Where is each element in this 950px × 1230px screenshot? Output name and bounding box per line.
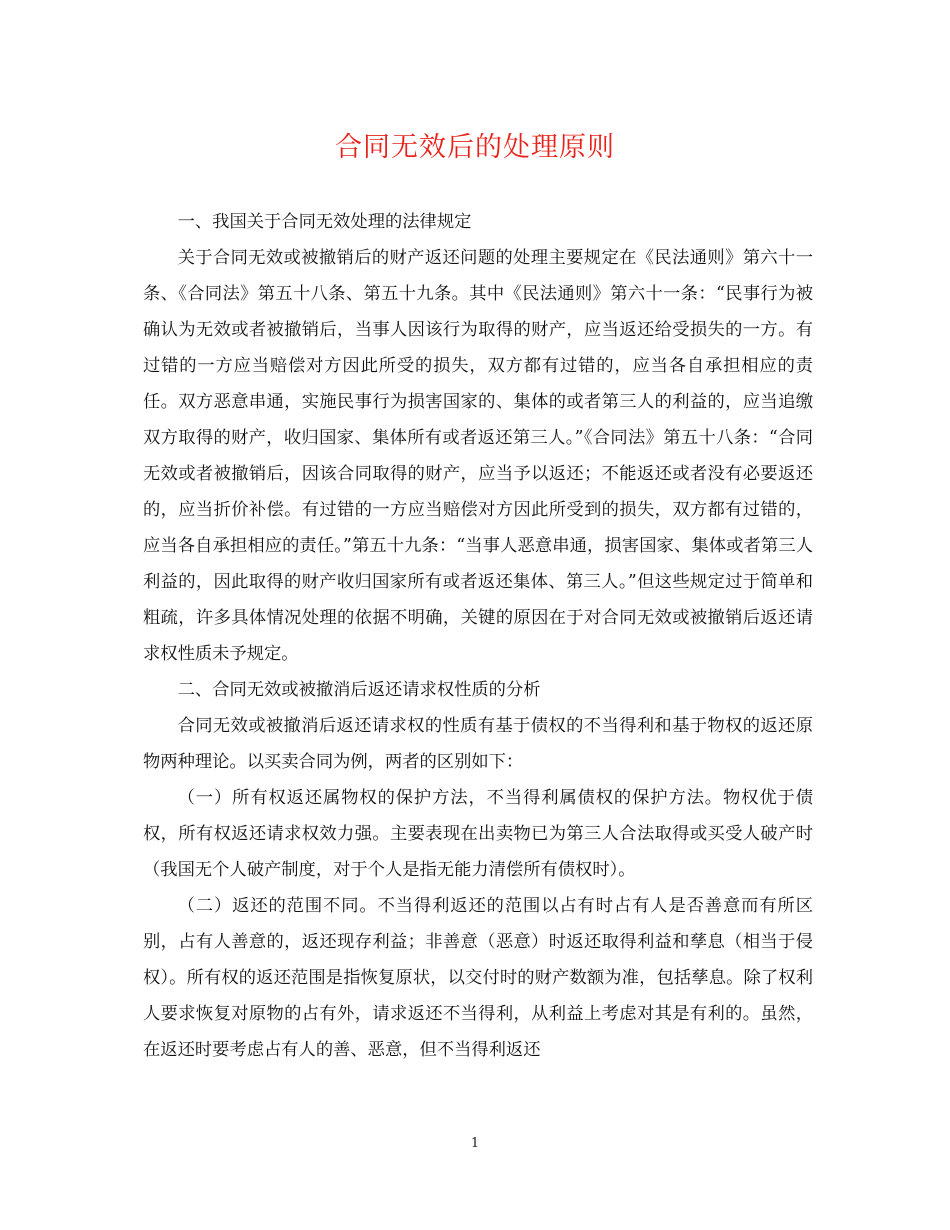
- paragraph-1: 关于合同无效或被撤销后的财产返还问题的处理主要规定在《民法通则》第六十一条、《合同法》第五十八条、第五十九条。其中《民法通则》第六十一条：“民事行为被确认为无效或者被撤销后，当事人因该行为取得的财产，应当返还给受损失的一方。有过错的一方应当赔偿对方因此所受的损失，双方都有过错的，应当各自承担相应的责任。双方恶意串通，实施民事行为损害国家的、集体的或者第三人的利益的，应当追缴双方取得的财产，收归国家、集体所有或者返还第三人。”《合同法》第五十八条：“合同无效或者被撤销后，因该合同取得的财产，应当予以返还；不能返还或者没有必要返还的，应当折价补偿。有过错的一方应当赔偿对方因此所受到的损失，双方都有过错的，应当各自承担相应的责任。”第五十九条：“当事人恶意串通，损害国家、集体或者第三人利益的，因此取得的财产收归国家所有或者返还集体、第三人。”但这些规定过于简单和粗疏，许多具体情况处理的依据不明确，关键的原因在于对合同无效或被撤销后返还请求权性质未予规定。: [143, 248, 813, 664]
- document-title: 合同无效后的处理原则: [335, 132, 615, 163]
- page-number: 1: [470, 1136, 480, 1151]
- paragraph-3: （一）所有权返还属物权的保护方法，不当得利属债权的保护方法。物权优于债权，所有权返还请求权效力强。主要表现在出卖物已为第三人合法取得或买受人破产时（我国无个人破产制度，对于个人是指无能力清偿所有债权时）。: [143, 788, 813, 880]
- section-heading-1: 一、我国关于合同无效处理的法律规定: [177, 212, 472, 232]
- paragraph-4: （二）返还的范围不同。不当得利返还的范围以占有时占有人是否善意而有所区别，占有人善意的，返还现存利益；非善意（恶意）时返还取得利益和孳息（相当于侵权）。所有权的返还范围是指恢复原状，以交付时的财产数额为准，包括孳息。除了权利人要求恢复对原物的占有外，请求返还不当得利，从利益上考虑对其是有利的。虽然，在返还时要考虑占有人的善、恶意，但不当得利返还: [143, 896, 813, 1060]
- paragraph-2: 合同无效或被撤消后返还请求权的性质有基于债权的不当得利和基于物权的返还原物两种理论。以买卖合同为例，两者的区别如下：: [143, 716, 813, 772]
- section-heading-2: 二、合同无效或被撤消后返还请求权性质的分析: [177, 680, 541, 700]
- document-body: [143, 204, 813, 1068]
